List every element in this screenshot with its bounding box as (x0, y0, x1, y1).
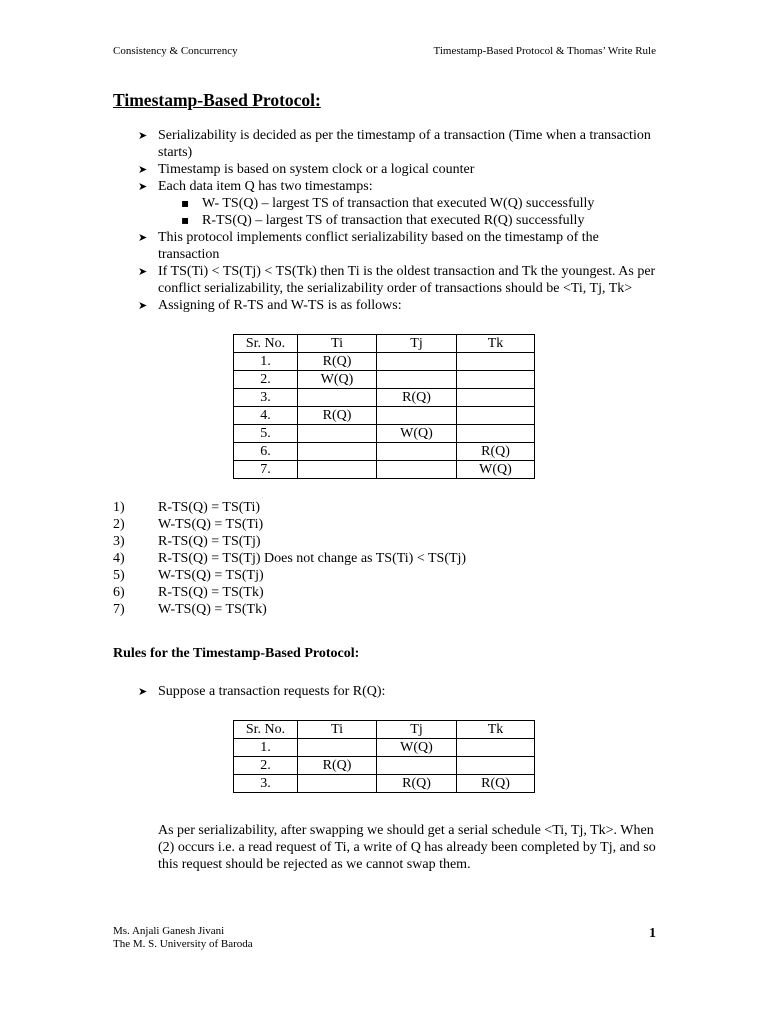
step-number: 3) (113, 534, 125, 549)
step-item (113, 601, 658, 618)
step-number: 7) (113, 602, 125, 617)
footer (113, 925, 253, 951)
step-item (113, 550, 658, 567)
bullet-item: ➤ Timestamp is based on system clock or a logical counter (113, 161, 658, 178)
bullet-item: ➤ Serializability is decided as per the timestamp of a transaction (Time when a transaction starts) (113, 127, 658, 161)
table-cell: 5. (234, 425, 298, 443)
footer-author: Ms. Anjali Ganesh Jivani (113, 925, 225, 937)
table-cell (457, 389, 535, 407)
table-cell (298, 739, 377, 757)
step-text: W-TS(Q) = TS(Tk) (158, 602, 267, 617)
table-cell (457, 425, 535, 443)
sub-bullet-item: ▪ R-TS(Q) – largest TS of transaction that executed R(Q) successfully (158, 212, 658, 229)
step-text: W-TS(Q) = TS(Ti) (158, 517, 264, 532)
step-number: 2) (113, 517, 125, 532)
table-cell: 1. (234, 739, 298, 757)
table-cell (377, 461, 457, 479)
table-row (234, 739, 535, 757)
table-cell (457, 739, 535, 757)
ts-steps-list (113, 499, 658, 618)
page-content (113, 127, 658, 873)
table-cell (298, 425, 377, 443)
bullet-item (113, 178, 658, 229)
table-cell: 6. (234, 443, 298, 461)
table-cell (457, 371, 535, 389)
step-text: W-TS(Q) = TS(Tj) (158, 568, 264, 583)
step-number: 4) (113, 551, 125, 566)
step-number: 1) (113, 500, 125, 515)
table-cell (457, 353, 535, 371)
table-row (234, 775, 535, 793)
step-text: R-TS(Q) = TS(Tk) (158, 585, 264, 600)
rules-bullet-list (113, 683, 658, 700)
table-cell (377, 353, 457, 371)
column-header: Ti (298, 335, 377, 353)
bullet-item: ➤ If TS(Ti) < TS(Tj) < TS(Tk) then Ti is the oldest transaction and Tk the youngest. As per conflict serializability, the serializability order of transactions should be <Ti, Tj, Tk> (113, 263, 658, 297)
ts-assignment-table (233, 334, 535, 479)
table-cell: R(Q) (377, 389, 457, 407)
table-row (234, 353, 535, 371)
table-cell (298, 461, 377, 479)
intro-bullet-list (113, 127, 658, 314)
table-cell (298, 775, 377, 793)
step-text: R-TS(Q) = TS(Tj) Does not change as TS(Ti) < TS(Tj) (158, 551, 467, 566)
table-cell: R(Q) (457, 775, 535, 793)
column-header: Tj (377, 335, 457, 353)
step-text: R-TS(Q) = TS(Ti) (158, 500, 261, 515)
table-cell (457, 757, 535, 775)
step-item (113, 533, 658, 550)
step-number: 5) (113, 568, 125, 583)
table-row (234, 443, 535, 461)
column-header: Tk (457, 721, 535, 739)
table-cell: W(Q) (377, 425, 457, 443)
timestamp-sub-list (158, 195, 658, 229)
page-title: Timestamp-Based Protocol: (113, 90, 321, 110)
table-cell: R(Q) (457, 443, 535, 461)
table-cell: 3. (234, 775, 298, 793)
table-header-row (234, 721, 535, 739)
table-cell (377, 757, 457, 775)
page-number: 1 (649, 926, 656, 941)
table-cell: 3. (234, 389, 298, 407)
table-row (234, 425, 535, 443)
footer-institution: The M. S. University of Baroda (113, 938, 253, 950)
table-cell (377, 371, 457, 389)
explanation-paragraph: As per serializability, after swapping we should get a serial schedule <Ti, Tj, Tk>. When (2) occurs i.e. a read request of Ti, a write of Q has already been completed by Tj, and so this request should be rejected as we cannot swap them. (158, 823, 656, 872)
table-header-row (234, 335, 535, 353)
table-cell: W(Q) (377, 739, 457, 757)
table-cell (298, 389, 377, 407)
bullet-item: ➤ This protocol implements conflict serializability based on the timestamp of the transaction (113, 229, 658, 263)
table-row (234, 757, 535, 775)
table-cell: R(Q) (298, 757, 377, 775)
step-number: 6) (113, 585, 125, 600)
table-cell (298, 443, 377, 461)
header-right: Timestamp-Based Protocol & Thomas’ Write Rule (433, 45, 656, 57)
column-header: Sr. No. (234, 335, 298, 353)
rules-heading: Rules for the Timestamp-Based Protocol: (113, 646, 360, 661)
table-cell: R(Q) (298, 353, 377, 371)
bullet-item: ➤ Suppose a transaction requests for R(Q): (113, 683, 658, 700)
step-item (113, 584, 658, 601)
table-cell: R(Q) (377, 775, 457, 793)
table-cell: W(Q) (457, 461, 535, 479)
column-header: Tj (377, 721, 457, 739)
table-cell (377, 443, 457, 461)
table-cell: 2. (234, 371, 298, 389)
table-row (234, 407, 535, 425)
column-header: Tk (457, 335, 535, 353)
table-cell: 1. (234, 353, 298, 371)
bullet-text: Each data item Q has two timestamps: (158, 179, 373, 194)
bullet-item: ➤ Assigning of R-TS and W-TS is as follows: (113, 297, 658, 314)
table-cell (377, 407, 457, 425)
step-item (113, 567, 658, 584)
table-row (234, 371, 535, 389)
header-left: Consistency & Concurrency (113, 45, 238, 57)
column-header: Ti (298, 721, 377, 739)
table-cell: W(Q) (298, 371, 377, 389)
table-cell: 2. (234, 757, 298, 775)
step-text: R-TS(Q) = TS(Tj) (158, 534, 261, 549)
step-item (113, 499, 658, 516)
table-cell: 7. (234, 461, 298, 479)
read-request-table (233, 720, 535, 793)
step-item (113, 516, 658, 533)
table-row (234, 389, 535, 407)
table-cell: R(Q) (298, 407, 377, 425)
table-cell: 4. (234, 407, 298, 425)
table-row (234, 461, 535, 479)
column-header: Sr. No. (234, 721, 298, 739)
table-cell (457, 407, 535, 425)
sub-bullet-item: ▪ W- TS(Q) – largest TS of transaction that executed W(Q) successfully (158, 195, 658, 212)
